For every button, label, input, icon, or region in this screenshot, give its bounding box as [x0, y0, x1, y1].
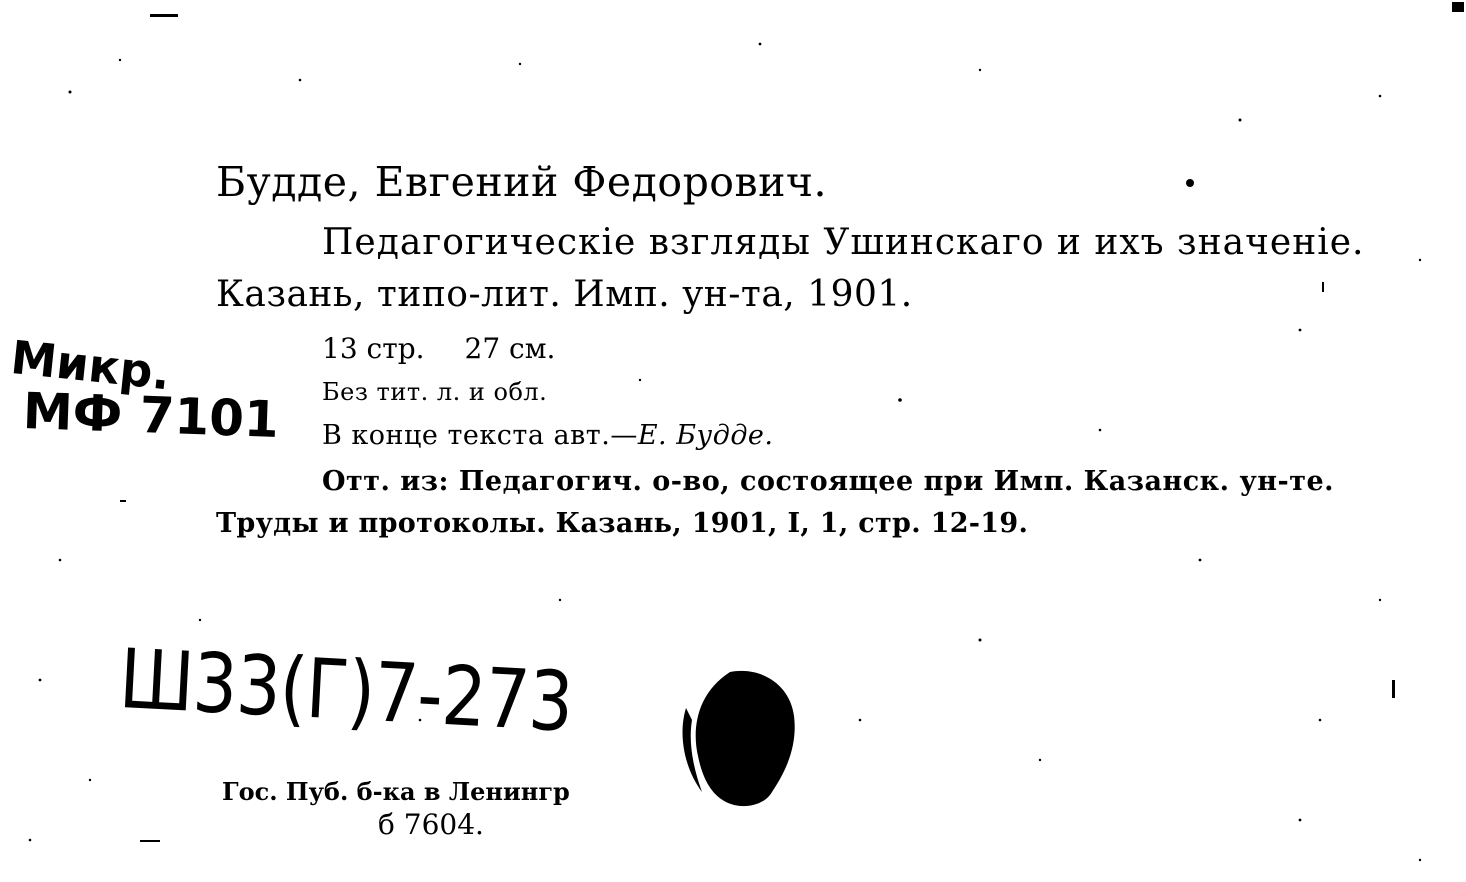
library-stamp: Гос. Пуб. б-ка в Ленингр	[222, 777, 570, 806]
note-offprint-line1: Отт. из: Педагогич. о-во, состоящее при Имп. Казанск. ун-те.	[322, 466, 1335, 497]
note-author-name: Е. Будде.	[637, 420, 774, 451]
library-stamp-number: б 7604.	[378, 808, 484, 841]
handwritten-shelfmark: Ш33(Г)7-273	[117, 632, 575, 751]
collation-pages: 13 стр.	[322, 332, 425, 365]
note-offprint-line2: Труды и протоколы. Казань, 1901, I, 1, стр. 12-19.	[216, 508, 1029, 539]
ink-blot	[672, 664, 802, 814]
note-author-prefix: В конце текста авт.—	[322, 420, 638, 451]
card-imprint: Казань, типо-лит. Имп. ун-та, 1901.	[216, 274, 913, 315]
note-author	[322, 420, 774, 451]
note-no-title-page: Без тит. л. и обл.	[322, 378, 548, 406]
card-author: Будде, Евгений Федорович.	[216, 158, 828, 206]
collation-size: 27 см.	[464, 332, 556, 365]
handwritten-micro-label: Микр.	[8, 330, 173, 401]
card-collation	[322, 332, 555, 365]
card-title: Педагогическіе взгляды Ушинскаго и ихъ значеніе.	[322, 222, 1365, 263]
handwritten-micro-number: МФ 7101	[21, 382, 280, 449]
